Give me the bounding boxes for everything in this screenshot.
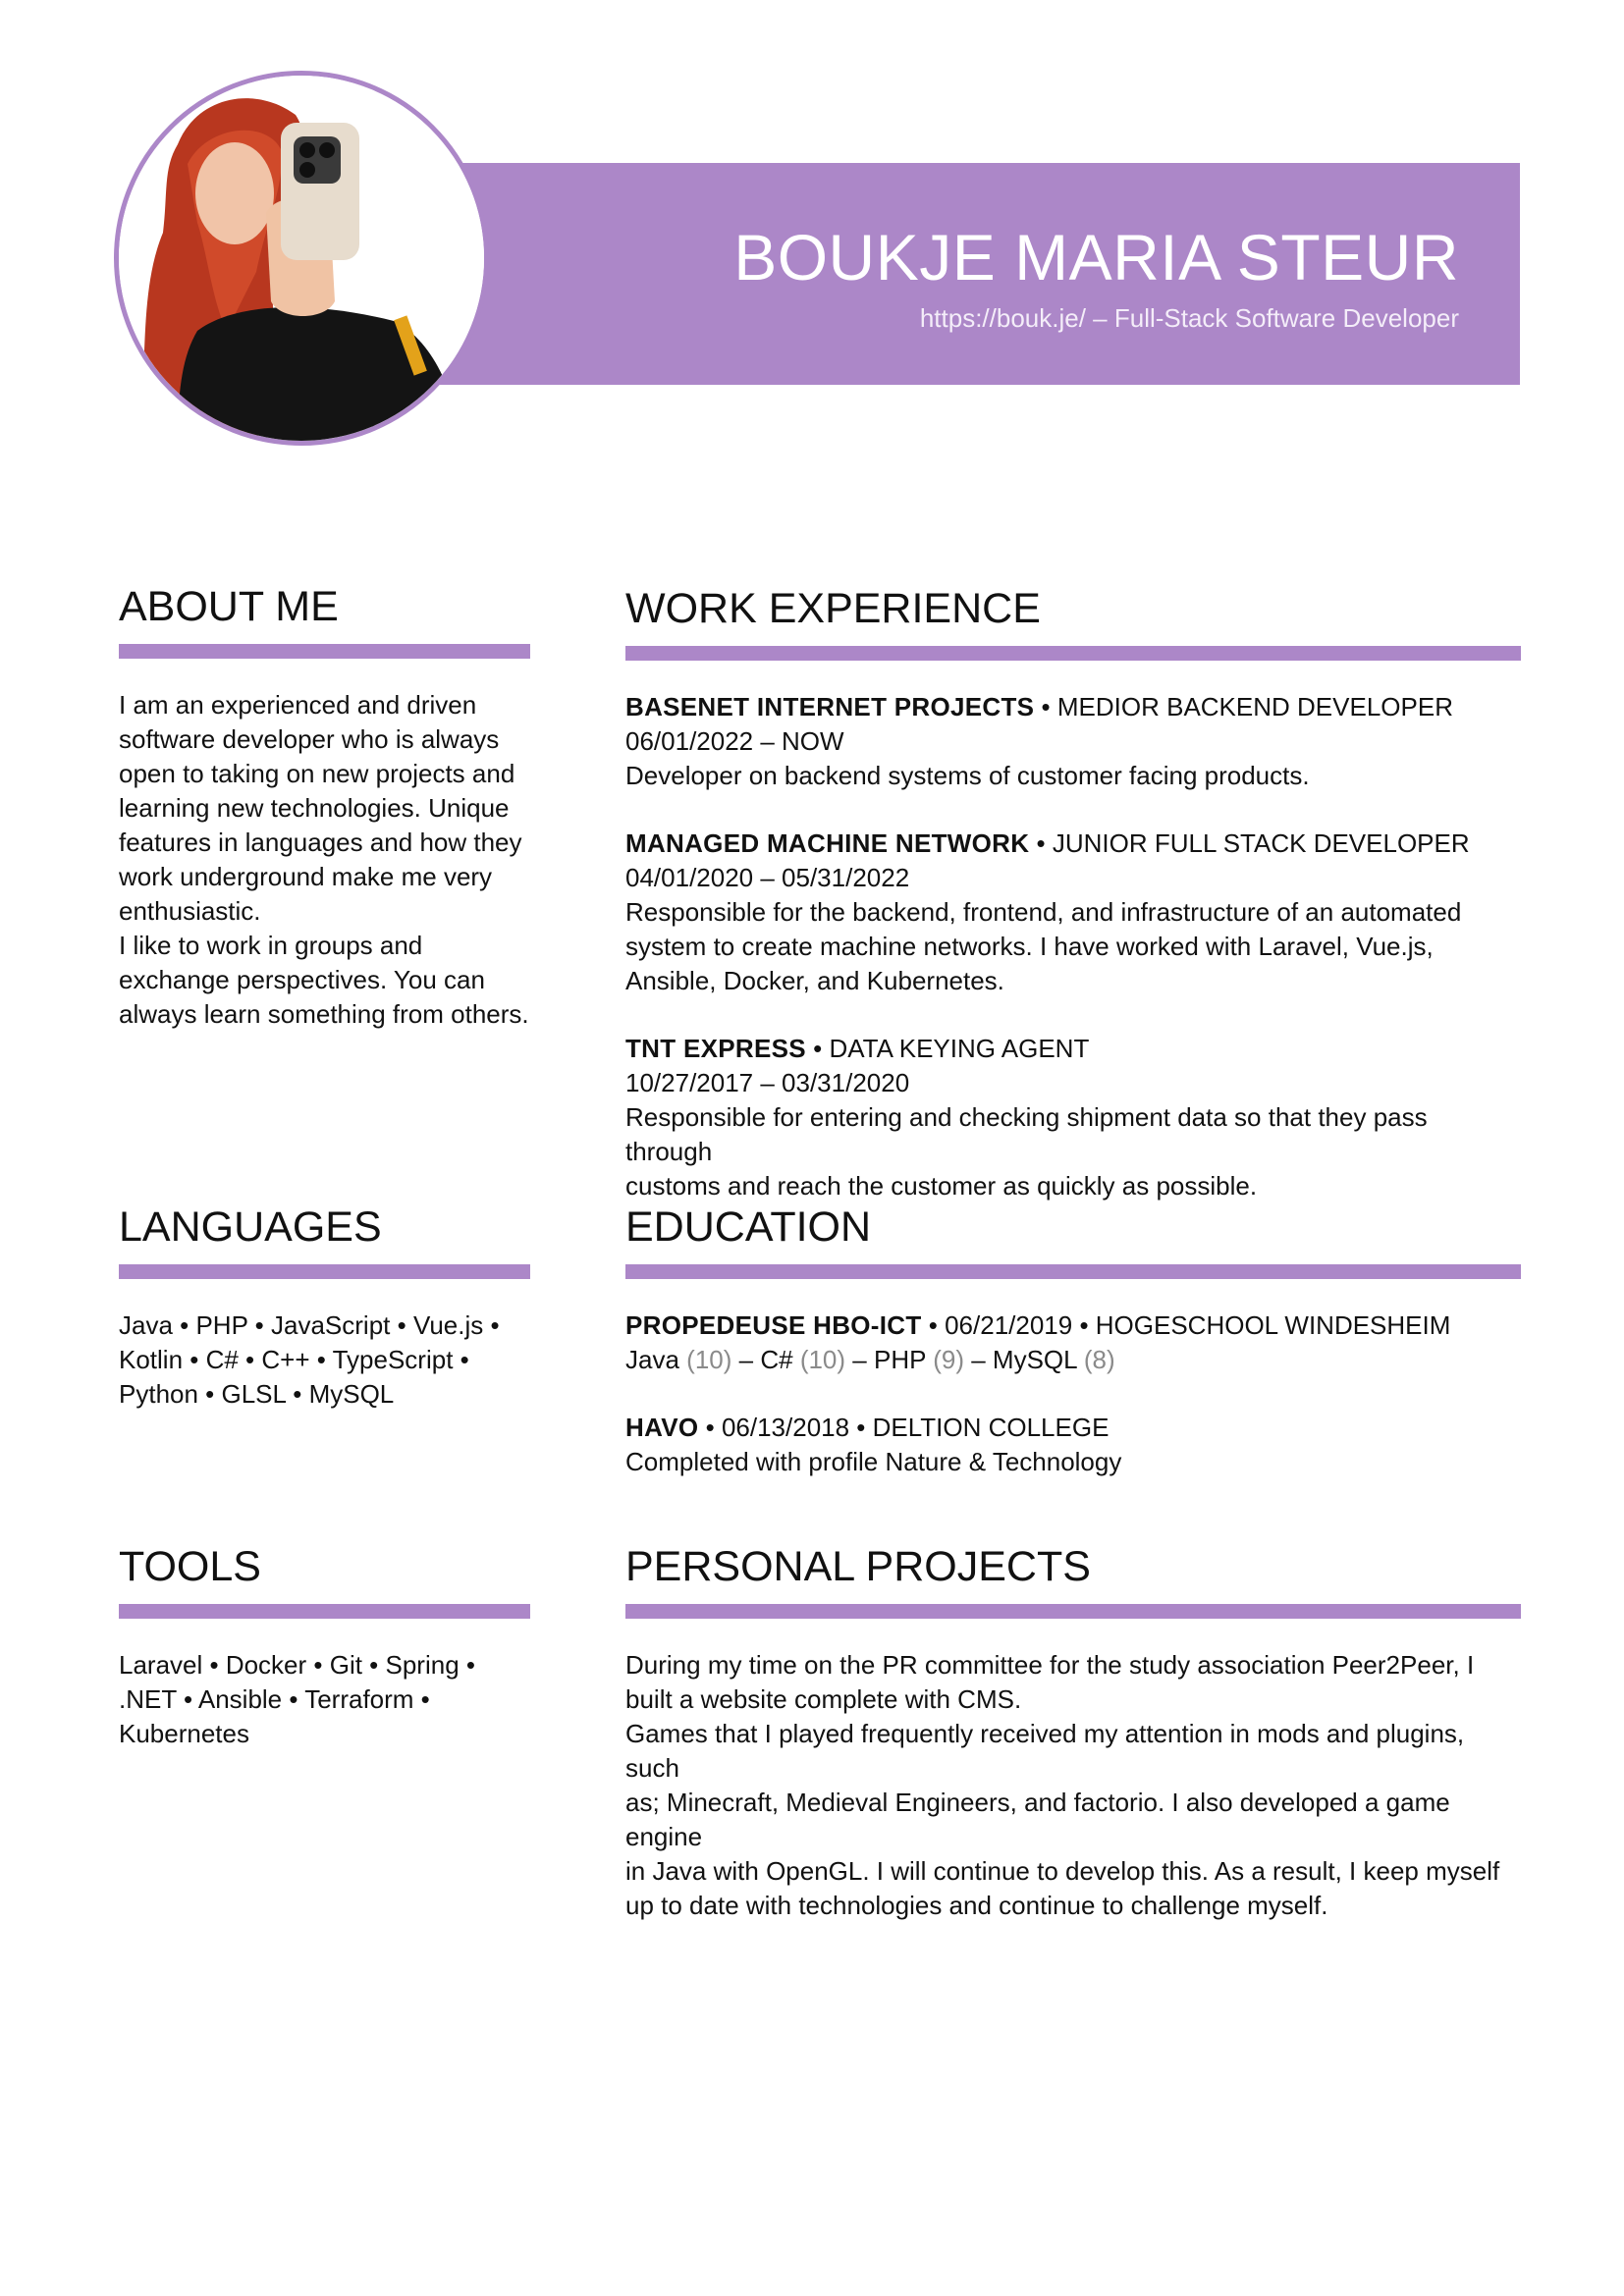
- header-band: [428, 163, 1520, 385]
- text-line: always learn something from others.: [119, 999, 529, 1029]
- text-line: I like to work in groups and: [119, 931, 423, 960]
- text-line: Responsible for entering and checking shipment data so that they pass through: [625, 1102, 1428, 1166]
- work-dates: 06/01/2022 – NOW: [625, 726, 844, 756]
- text-line: enthusiastic.: [119, 896, 261, 926]
- education-entry: [625, 1308, 1521, 1377]
- text-line: Ansible, Docker, and Kubernetes.: [625, 966, 1004, 995]
- work-section: [625, 583, 1521, 1203]
- text-line: customs and reach the customer as quickly as possible.: [625, 1171, 1258, 1201]
- text-line: features in languages and how they: [119, 828, 522, 857]
- work-dates: 10/27/2017 – 03/31/2020: [625, 1068, 910, 1097]
- tools-section: [119, 1541, 530, 1751]
- text-line: Kubernetes: [119, 1719, 249, 1748]
- section-divider: [625, 1264, 1521, 1279]
- text-line: Responsible for the backend, frontend, and infrastructure of an automated: [625, 897, 1462, 927]
- education-entry: [625, 1411, 1521, 1479]
- grade-list: [625, 1343, 1521, 1377]
- grade: (8): [1083, 1345, 1115, 1374]
- section-divider: [625, 1604, 1521, 1619]
- work-entry: [625, 1032, 1521, 1203]
- job-role: • MEDIOR BACKEND DEVELOPER: [1034, 692, 1453, 721]
- text-line: I am an experienced and driven: [119, 690, 477, 720]
- grade: (10): [686, 1345, 732, 1374]
- work-entry: [625, 827, 1521, 998]
- text-line: Completed with profile Nature & Technology: [625, 1447, 1122, 1476]
- about-section: [119, 581, 530, 1032]
- text-line: Developer on backend systems of customer facing products.: [625, 761, 1310, 790]
- text-line: software developer who is always: [119, 724, 500, 754]
- projects-text: [625, 1648, 1521, 1923]
- text-line: Kotlin • C# • C++ • TypeScript •: [119, 1345, 469, 1374]
- education-heading: EDUCATION: [625, 1203, 872, 1251]
- languages-heading: LANGUAGES: [119, 1203, 382, 1251]
- grade: (9): [933, 1345, 964, 1374]
- work-entry-title: [625, 1032, 1521, 1066]
- work-entry: [625, 690, 1521, 793]
- work-entry-title: [625, 827, 1521, 861]
- text-line: .NET • Ansible • Terraform •: [119, 1684, 430, 1714]
- text-line: open to taking on new projects and: [119, 759, 515, 788]
- job-role: • JUNIOR FULL STACK DEVELOPER: [1029, 828, 1470, 858]
- company-name: BASENET INTERNET PROJECTS: [625, 692, 1035, 721]
- text-line: in Java with OpenGL. I will continue to develop this. As a result, I keep myself: [625, 1856, 1500, 1886]
- languages-section: [119, 1201, 530, 1412]
- education-entry-title: [625, 1411, 1521, 1445]
- tools-list: [119, 1648, 530, 1751]
- work-dates: 04/01/2020 – 05/31/2022: [625, 863, 910, 892]
- languages-list: [119, 1308, 530, 1412]
- text-line: During my time on the PR committee for the study association Peer2Peer, I: [625, 1650, 1475, 1680]
- grade: (10): [799, 1345, 846, 1374]
- school-name: HAVO: [625, 1413, 699, 1442]
- work-entry-title: [625, 690, 1521, 724]
- text-line: Python • GLSL • MySQL: [119, 1379, 395, 1409]
- work-entries: [625, 690, 1521, 1203]
- text-line: Laravel • Docker • Git • Spring •: [119, 1650, 475, 1680]
- school-name: PROPEDEUSE HBO-ICT: [625, 1310, 922, 1340]
- job-role: • DATA KEYING AGENT: [805, 1034, 1090, 1063]
- text-line: learning new technologies. Unique: [119, 793, 510, 823]
- about-heading: ABOUT ME: [119, 583, 339, 630]
- text-line: Java • PHP • JavaScript • Vue.js •: [119, 1310, 500, 1340]
- education-meta: • 06/13/2018 • DELTION COLLEGE: [698, 1413, 1110, 1442]
- tools-heading: TOOLS: [119, 1543, 261, 1590]
- projects-section: [625, 1541, 1521, 1923]
- company-name: MANAGED MACHINE NETWORK: [625, 828, 1030, 858]
- separator: –: [731, 1345, 761, 1374]
- full-name: BOUKJE MARIA STEUR: [733, 221, 1459, 294]
- separator: –: [845, 1345, 874, 1374]
- text-line: built a website complete with CMS.: [625, 1684, 1022, 1714]
- section-divider: [625, 646, 1521, 661]
- education-meta: • 06/21/2019 • HOGESCHOOL WINDESHEIM: [921, 1310, 1451, 1340]
- subject: MySQL: [992, 1345, 1077, 1374]
- work-heading: WORK EXPERIENCE: [625, 585, 1041, 632]
- education-section: [625, 1201, 1521, 1479]
- section-divider: [119, 644, 530, 659]
- projects-heading: PERSONAL PROJECTS: [625, 1543, 1091, 1590]
- profile-photo: [114, 71, 489, 446]
- subject: PHP: [873, 1345, 926, 1374]
- text-line: Games that I played frequently received my attention in mods and plugins, such: [625, 1719, 1465, 1783]
- section-divider: [119, 1604, 530, 1619]
- text-line: as; Minecraft, Medieval Engineers, and factorio. I also developed a game engine: [625, 1788, 1450, 1851]
- text-line: system to create machine networks. I have worked with Laravel, Vue.js,: [625, 932, 1434, 961]
- education-entries: [625, 1308, 1521, 1479]
- education-entry-title: [625, 1308, 1521, 1343]
- website-and-title: https://bouk.je/ – Full-Stack Software Developer: [919, 303, 1459, 333]
- subject: Java: [625, 1345, 679, 1374]
- separator: –: [964, 1345, 993, 1374]
- about-text: [119, 688, 530, 1032]
- text-line: up to date with technologies and continue to challenge myself.: [625, 1891, 1328, 1920]
- profile-photo-illustration: [119, 76, 484, 441]
- section-divider: [119, 1264, 530, 1279]
- company-name: TNT EXPRESS: [625, 1034, 806, 1063]
- subject: C#: [760, 1345, 793, 1374]
- text-line: exchange perspectives. You can: [119, 965, 485, 994]
- text-line: work underground make me very: [119, 862, 493, 891]
